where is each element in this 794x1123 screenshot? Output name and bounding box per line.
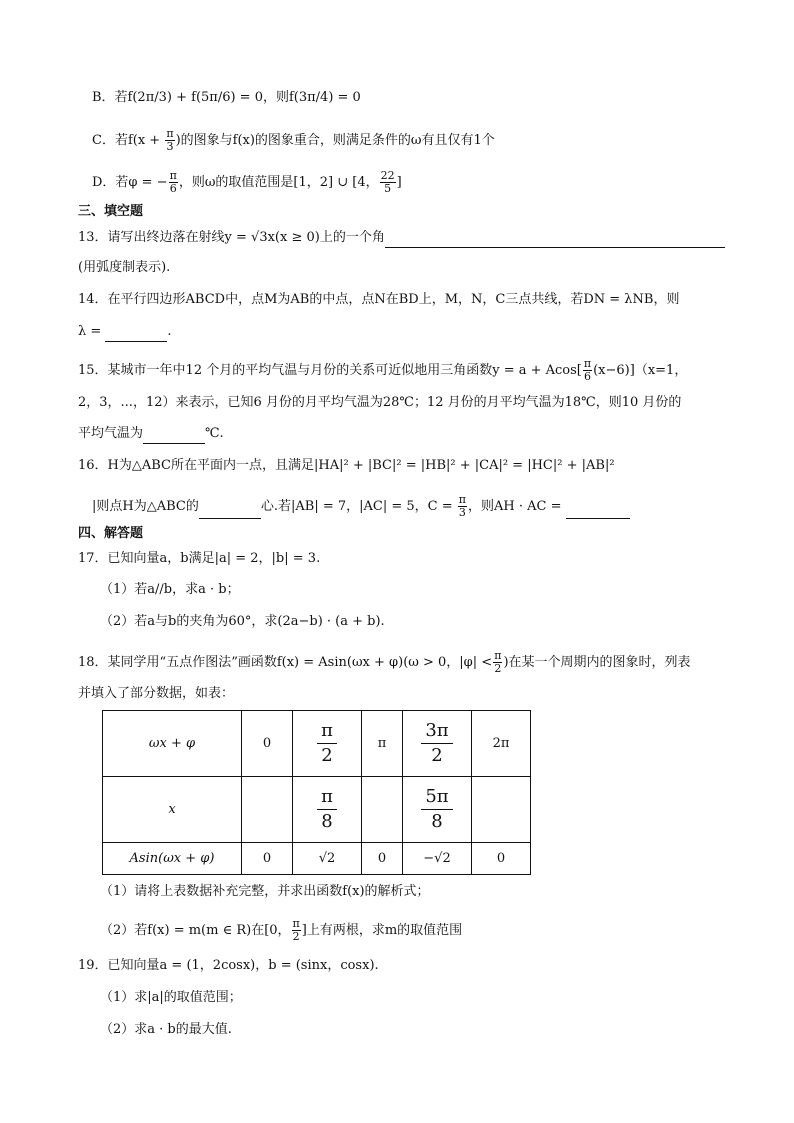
answer-blank [385, 233, 725, 248]
q12-option-b: B．若f(2π/3) + f(5π/6) = 0，则f(3π/4) = 0 [92, 90, 361, 105]
q18-sub2: （2）若f(x) = m(m ∈ R)在[0， $\frac{\pi}{2}$ ]上有两根，求m的取值范围 [100, 917, 463, 943]
table-cell: $\frac{5\pi}{8}$ [403, 777, 472, 843]
fraction-pi-over-6: $\frac{\pi}{6}$ [583, 357, 592, 383]
table-cell [362, 777, 403, 843]
table-cell: $\frac{3\pi}{2}$ [403, 711, 472, 777]
table-cell: 0 [242, 711, 293, 777]
q18-line2: 并填入了部分数据，如表： [78, 686, 235, 701]
table-cell: $\frac{\pi}{8}$ [293, 777, 362, 843]
table-cell: Asin(ωx + φ) [103, 843, 242, 875]
q18-line1: 18．某同学用“五点作图法”画函数f(x) = Asin(ωx + φ)(ω > 0，|φ| < $\frac{\pi}{2}$ )在某一个周期内的图象时，列表 [78, 649, 691, 675]
q16-line1: 16．H为△ABC所在平面内一点，且满足|HA|² + |BC|² = |HB|² + |CA|² = |HC|² + |AB|² [78, 458, 615, 473]
q12-option-c: C．若f(x + $\frac{\pi}{3}$ )的图象与f(x)的图象重合，则满足条件的ω有且仅有1个 [92, 127, 495, 153]
table-row [103, 843, 531, 875]
q15-line1: 15．某城市一年中12 个月的平均气温与月份的关系可近似地用三角函数y = a + Acos[ $\frac{\pi}{6}$ (x−6)]（x=1， [78, 357, 688, 383]
table-cell: $\frac{\pi}{2}$ [293, 711, 362, 777]
table-cell: π [362, 711, 403, 777]
section-title-solve: 四、解答题 [78, 526, 144, 541]
table-cell: 0 [472, 843, 531, 875]
q19-sub2: （2）求a · b的最大值. [100, 1022, 232, 1037]
q17-sub1: （1）若a//b，求a · b； [100, 582, 240, 597]
q13-line1: 13．请写出终边落在射线y = √3x(x ≥ 0)上的一个角 [78, 228, 725, 248]
table-cell: x [103, 777, 242, 843]
q19-line1: 19．已知向量a = (1，2cosx)，b = (sinx，cosx). [78, 958, 379, 973]
fraction-pi-over-2: $\frac{\pi}{2}$ [494, 649, 502, 675]
q14-line1: 14．在平行四边形ABCD中，点M为AB的中点，点N在BD上，M，N，C三点共线，若DN = λNB，则 [78, 292, 680, 307]
q14-line2: λ = . [78, 322, 172, 342]
answer-blank [143, 429, 205, 444]
q17-sub2: （2）若a与b的夹角为60°，求(2a−b) · (a + b). [100, 614, 385, 629]
table-row [103, 711, 531, 777]
table-row [103, 777, 531, 843]
table-cell: 2π [472, 711, 531, 777]
fraction-pi-over-2: $\frac{\pi}{2}$ [292, 917, 300, 943]
five-point-table [102, 710, 531, 875]
fraction-22-over-5: $\frac{22}{5}$ [380, 169, 395, 195]
q15-line2: 2，3，...，12）来表示，已知6 月份的月平均气温为28℃；12 月份的月平均气温为18℃，则10 月份的 [78, 395, 682, 410]
q13-line2: (用弧度制表示). [78, 260, 171, 275]
q17-line1: 17．已知向量a，b满足|a| = 2，|b| = 3. [78, 551, 321, 566]
table-cell: √2 [293, 843, 362, 875]
table-cell [472, 777, 531, 843]
q18-sub1: （1）请将上表数据补充完整，并求出函数f(x)的解析式； [100, 884, 430, 899]
section-title-fill-blank: 三、填空题 [78, 204, 144, 219]
table-cell: 0 [242, 843, 293, 875]
answer-blank [566, 504, 630, 519]
table-cell [242, 777, 293, 843]
fraction-pi-over-3: $\frac{\pi}{3}$ [458, 493, 466, 519]
q16-line2: |则点H为△ABC的 心.若|AB| = 7，|AC| = 5，C = $\frac{\pi}{3}$ ，则AH · AC = [92, 494, 630, 519]
table-cell: ωx + φ [103, 711, 242, 777]
fraction-pi-over-3: $\frac{\pi}{3}$ [166, 127, 174, 153]
table-cell: −√2 [403, 843, 472, 875]
answer-blank [105, 327, 167, 342]
q15-line3: 平均气温为 ℃. [78, 424, 224, 444]
q12-option-d: D．若φ = − $\frac{\pi}{6}$ ，则ω的取值范围是[1，2] ∪ [4， $\frac{22}{5}$ ] [92, 169, 402, 195]
table-cell: 0 [362, 843, 403, 875]
q19-sub1: （1）求|a|的取值范围； [100, 990, 242, 1005]
fraction-pi-over-6: $\frac{\pi}{6}$ [169, 169, 177, 195]
answer-blank [199, 504, 261, 519]
